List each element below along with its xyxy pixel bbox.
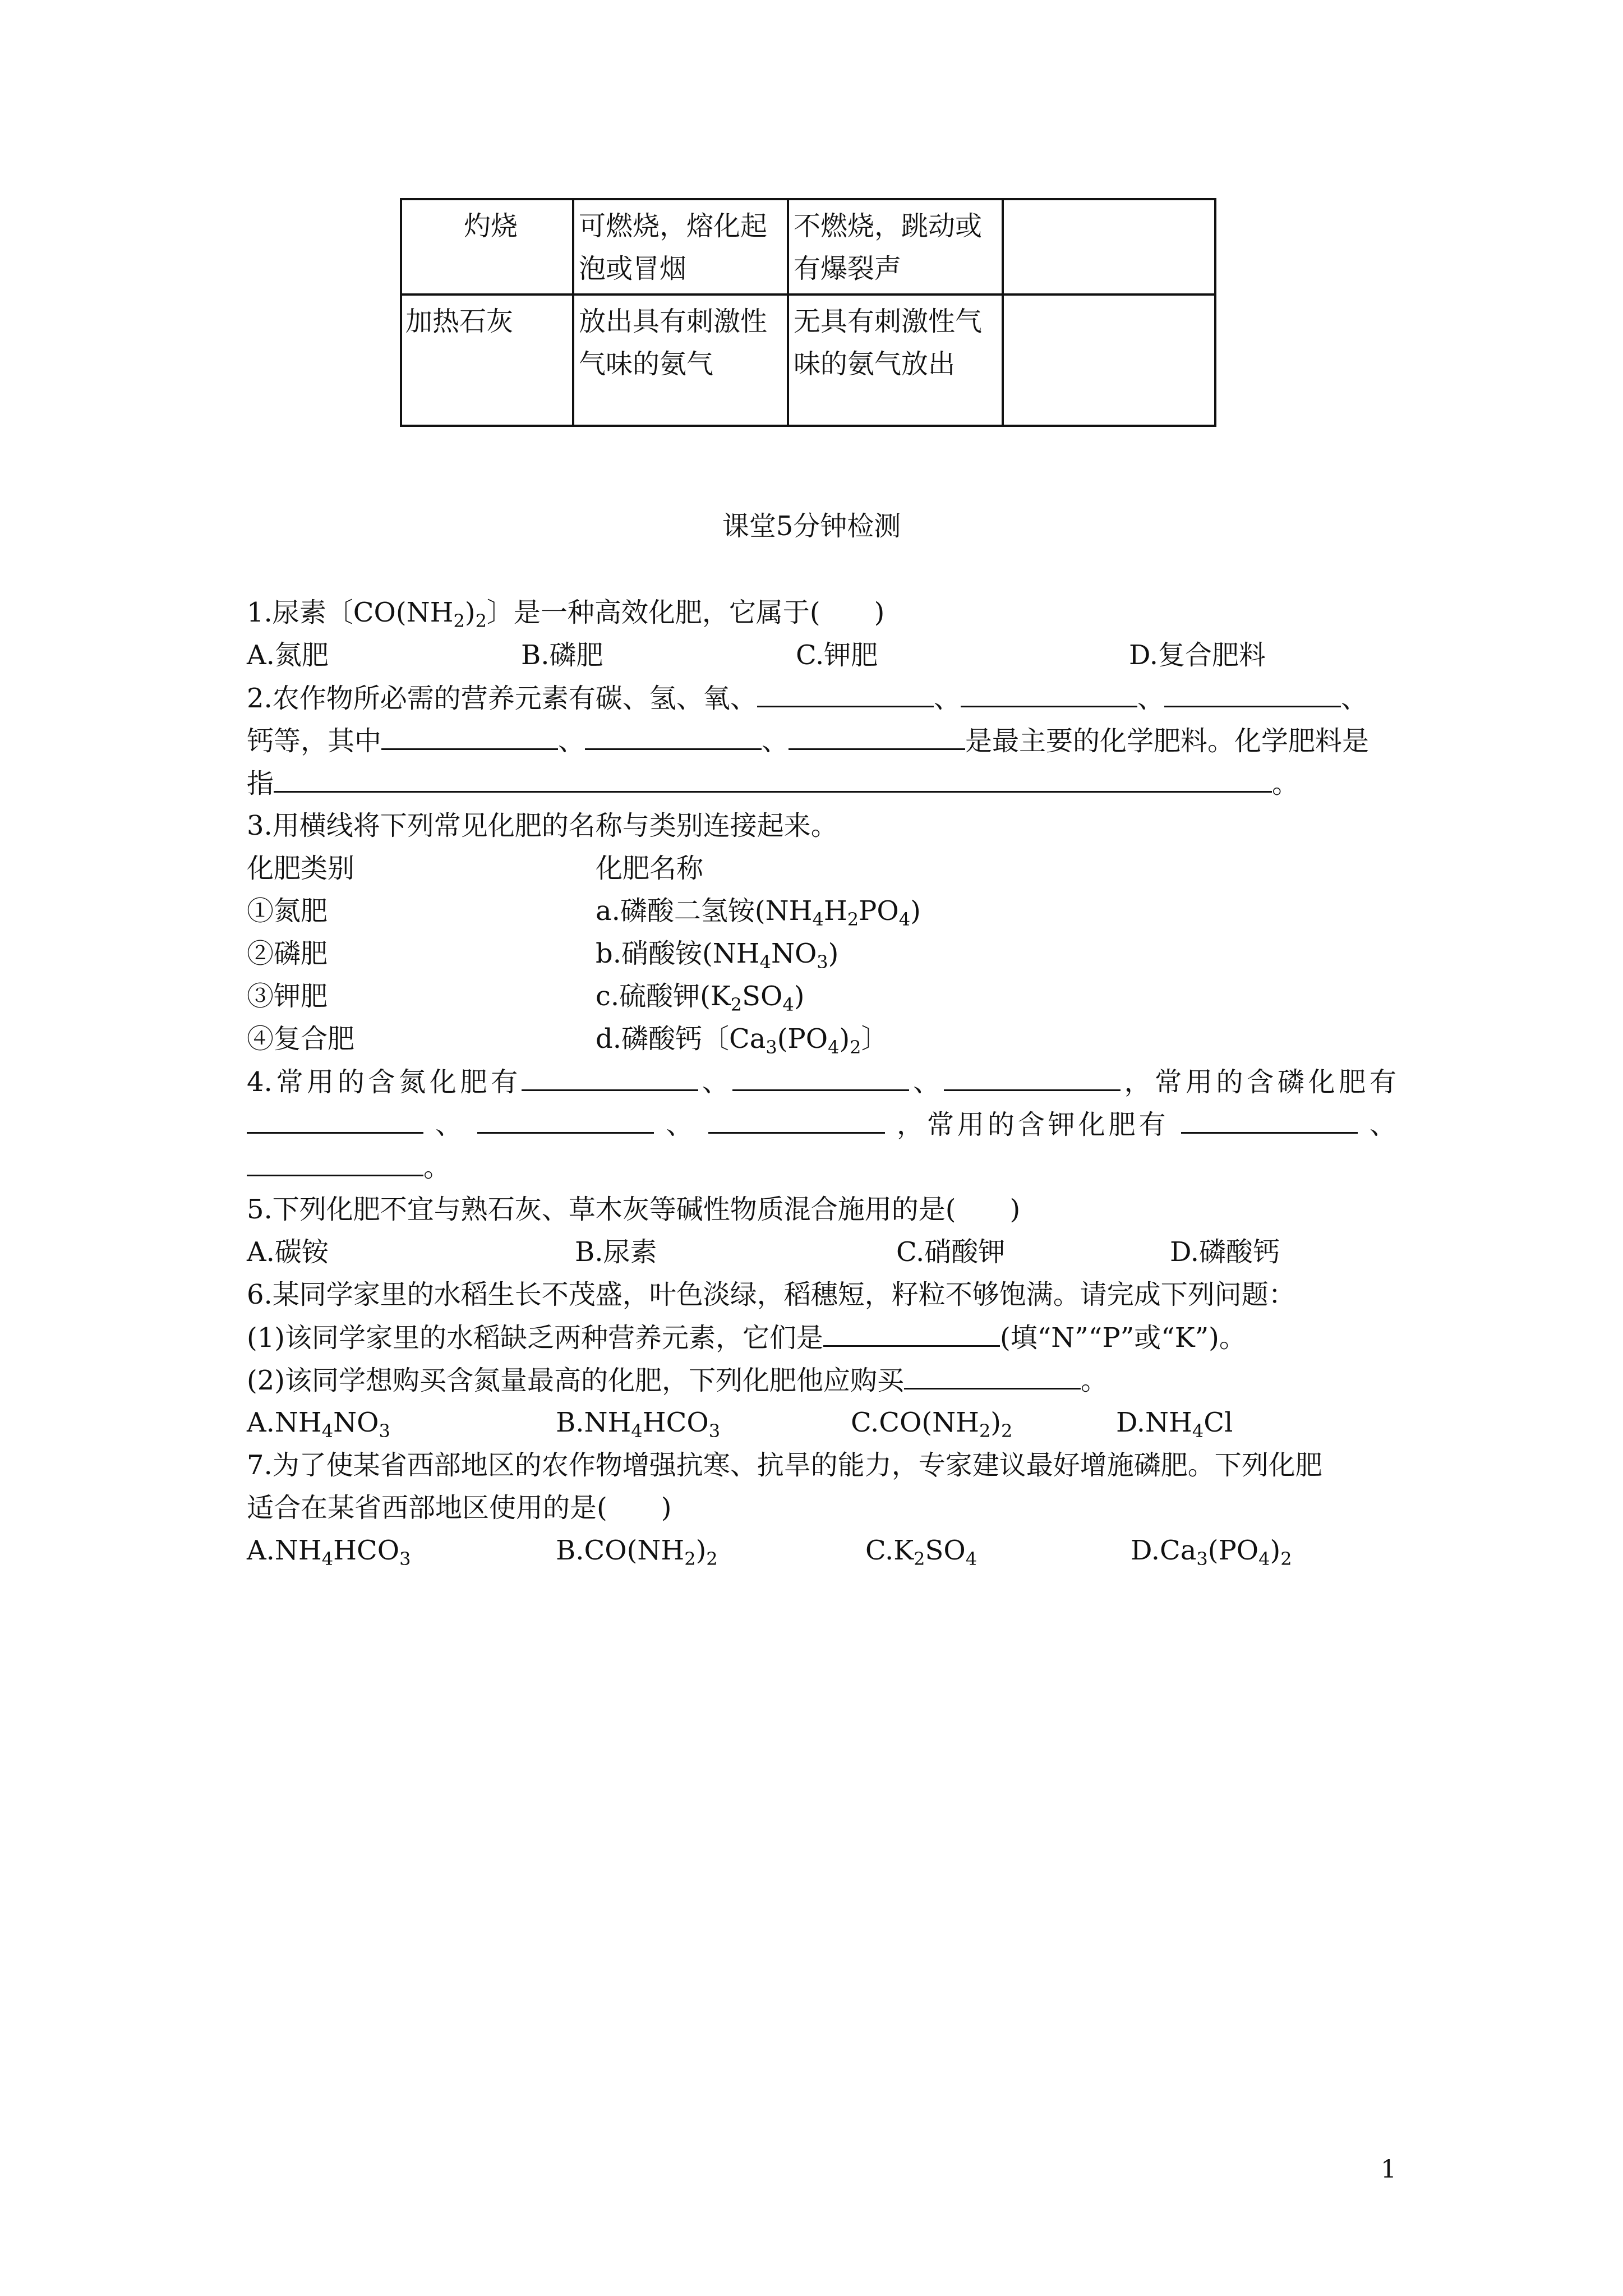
option-c[interactable]: $C.K_2SO_4$ — [865, 1535, 978, 1570]
question-4-line-1: 4.常用的含氮化肥有 、 、 ，常用的含磷化肥有 — [247, 1060, 1396, 1103]
fertilizer-item: c.硫酸钾$(K_2SO_4)$ — [596, 981, 805, 1015]
option-c[interactable]: $C.CO(NH_2)_2$ — [851, 1407, 1013, 1442]
table-cell — [1003, 295, 1215, 426]
option-a[interactable]: $A.NH_4NO_3$ — [247, 1407, 390, 1442]
option-b[interactable]: B.磷肥 — [521, 639, 603, 671]
question-7-line-2: 适合在某省西部地区使用的是( ) — [247, 1492, 672, 1524]
fertilizer-item: a.磷酸二氢铵$(NH_4H_2PO_4)$ — [596, 895, 921, 930]
page-number: 1 — [1381, 2155, 1396, 2184]
match-row — [247, 975, 1396, 1018]
question-1: 1.尿素〔$CO(NH_2)_2$〕是一种高效化肥，它属于( ) — [247, 597, 885, 632]
question-6-part-2: (2)该同学想购买含氮量最高的化肥，下列化肥他应购买 。 — [247, 1359, 1396, 1402]
match-row — [247, 932, 1396, 975]
answer-blank[interactable] — [732, 1060, 909, 1091]
question-5-options — [247, 1231, 1396, 1273]
option-a[interactable]: $A.NH_4HCO_3$ — [247, 1535, 411, 1570]
answer-blank[interactable] — [708, 1103, 885, 1134]
option-d[interactable]: $D.NH_4Cl$ — [1116, 1407, 1233, 1442]
category-item: ④复合肥 — [247, 1023, 355, 1055]
answer-blank[interactable] — [1164, 677, 1341, 707]
question-2-line-3: 指 。 — [247, 762, 1396, 805]
answer-blank[interactable] — [1181, 1103, 1358, 1134]
table-cell: 灼烧 — [401, 199, 573, 295]
table-row — [401, 295, 1215, 426]
section-title: 课堂5分钟检测 — [722, 510, 901, 542]
answer-blank[interactable] — [274, 762, 1272, 793]
table-cell: 不燃烧，跳动或有爆裂声 — [788, 199, 1003, 295]
answer-blank[interactable] — [961, 677, 1137, 707]
answer-blank[interactable] — [522, 1060, 698, 1091]
column-header-name: 化肥名称 — [596, 853, 704, 884]
option-a[interactable]: A.碳铵 — [247, 1236, 329, 1268]
table-cell: 加热石灰 — [401, 295, 573, 426]
question-4-line-2: 、 、 ，常用的含钾化肥有 、 — [247, 1103, 1396, 1146]
table-row — [401, 199, 1215, 295]
option-b[interactable]: $B.NH_4HCO_3$ — [556, 1407, 721, 1442]
option-d[interactable]: D.磷酸钙 — [1170, 1236, 1280, 1268]
comparison-table — [400, 198, 1216, 427]
table-cell — [1003, 199, 1215, 295]
match-row — [247, 1018, 1396, 1060]
column-header-category: 化肥类别 — [247, 853, 355, 884]
option-d[interactable]: D.复合肥料 — [1129, 639, 1266, 671]
option-c[interactable]: C.钾肥 — [796, 639, 878, 671]
answer-blank[interactable] — [757, 677, 934, 707]
question-7-options — [247, 1529, 1396, 1572]
question-6: 6.某同学家里的水稻生长不茂盛，叶色淡绿，稻穗短，籽粒不够饱满。请完成下列问题： — [247, 1279, 1295, 1310]
category-item: ②磷肥 — [247, 938, 328, 969]
option-b[interactable]: $B.CO(NH_2)_2$ — [556, 1535, 718, 1570]
answer-blank[interactable] — [904, 1359, 1081, 1389]
question-3-headers — [247, 847, 1396, 890]
answer-blank[interactable] — [944, 1060, 1121, 1091]
question-7-line-1: 7.为了使某省西部地区的农作物增强抗寒、抗旱的能力，专家建议最好增施磷肥。下列化肥 — [247, 1450, 1322, 1481]
fertilizer-item: b.硝酸铵$(NH_4NO_3)$ — [596, 938, 839, 973]
answer-blank[interactable] — [789, 719, 965, 750]
option-c[interactable]: C.硝酸钾 — [896, 1236, 1006, 1268]
question-6-part-1: (1)该同学家里的水稻缺乏两种营养元素，它们是 (填“N”“P”或“K”)。 — [247, 1316, 1396, 1359]
question-3: 3.用横线将下列常见化肥的名称与类别连接起来。 — [247, 810, 838, 841]
fertilizer-item: d.磷酸钙〔$Ca_3(PO_4)_2$〕 — [596, 1023, 888, 1058]
category-item: ①氮肥 — [247, 895, 328, 927]
question-6-options — [247, 1401, 1396, 1444]
option-a[interactable]: A.氮肥 — [247, 639, 329, 671]
question-5: 5.下列化肥不宜与熟石灰、草木灰等碱性物质混合施用的是( ) — [247, 1194, 1021, 1225]
table-cell: 可燃烧，熔化起泡或冒烟 — [573, 199, 788, 295]
option-b[interactable]: B.尿素 — [575, 1236, 657, 1268]
table-cell: 无具有刺激性气味的氨气放出 — [788, 295, 1003, 426]
question-1-options — [247, 634, 1396, 677]
match-row — [247, 890, 1396, 932]
answer-blank[interactable] — [477, 1103, 654, 1134]
question-2-line-2: 钙等，其中 、 、 是最主要的化学肥料。化学肥料是 — [247, 719, 1396, 762]
answer-blank[interactable] — [585, 719, 762, 750]
table-cell: 放出具有刺激性气味的氨气 — [573, 295, 788, 426]
answer-blank[interactable] — [381, 719, 558, 750]
question-4-line-3: 。 — [247, 1145, 1396, 1189]
answer-blank[interactable] — [247, 1103, 423, 1134]
option-d[interactable]: $D.Ca_3(PO_4)_2$ — [1131, 1535, 1292, 1570]
answer-blank[interactable] — [247, 1145, 423, 1176]
answer-blank[interactable] — [823, 1316, 1000, 1347]
category-item: ③钾肥 — [247, 981, 328, 1012]
question-2-line-1: 2.农作物所必需的营养元素有碳、氢、氧、 、 、 、 — [247, 677, 1396, 720]
